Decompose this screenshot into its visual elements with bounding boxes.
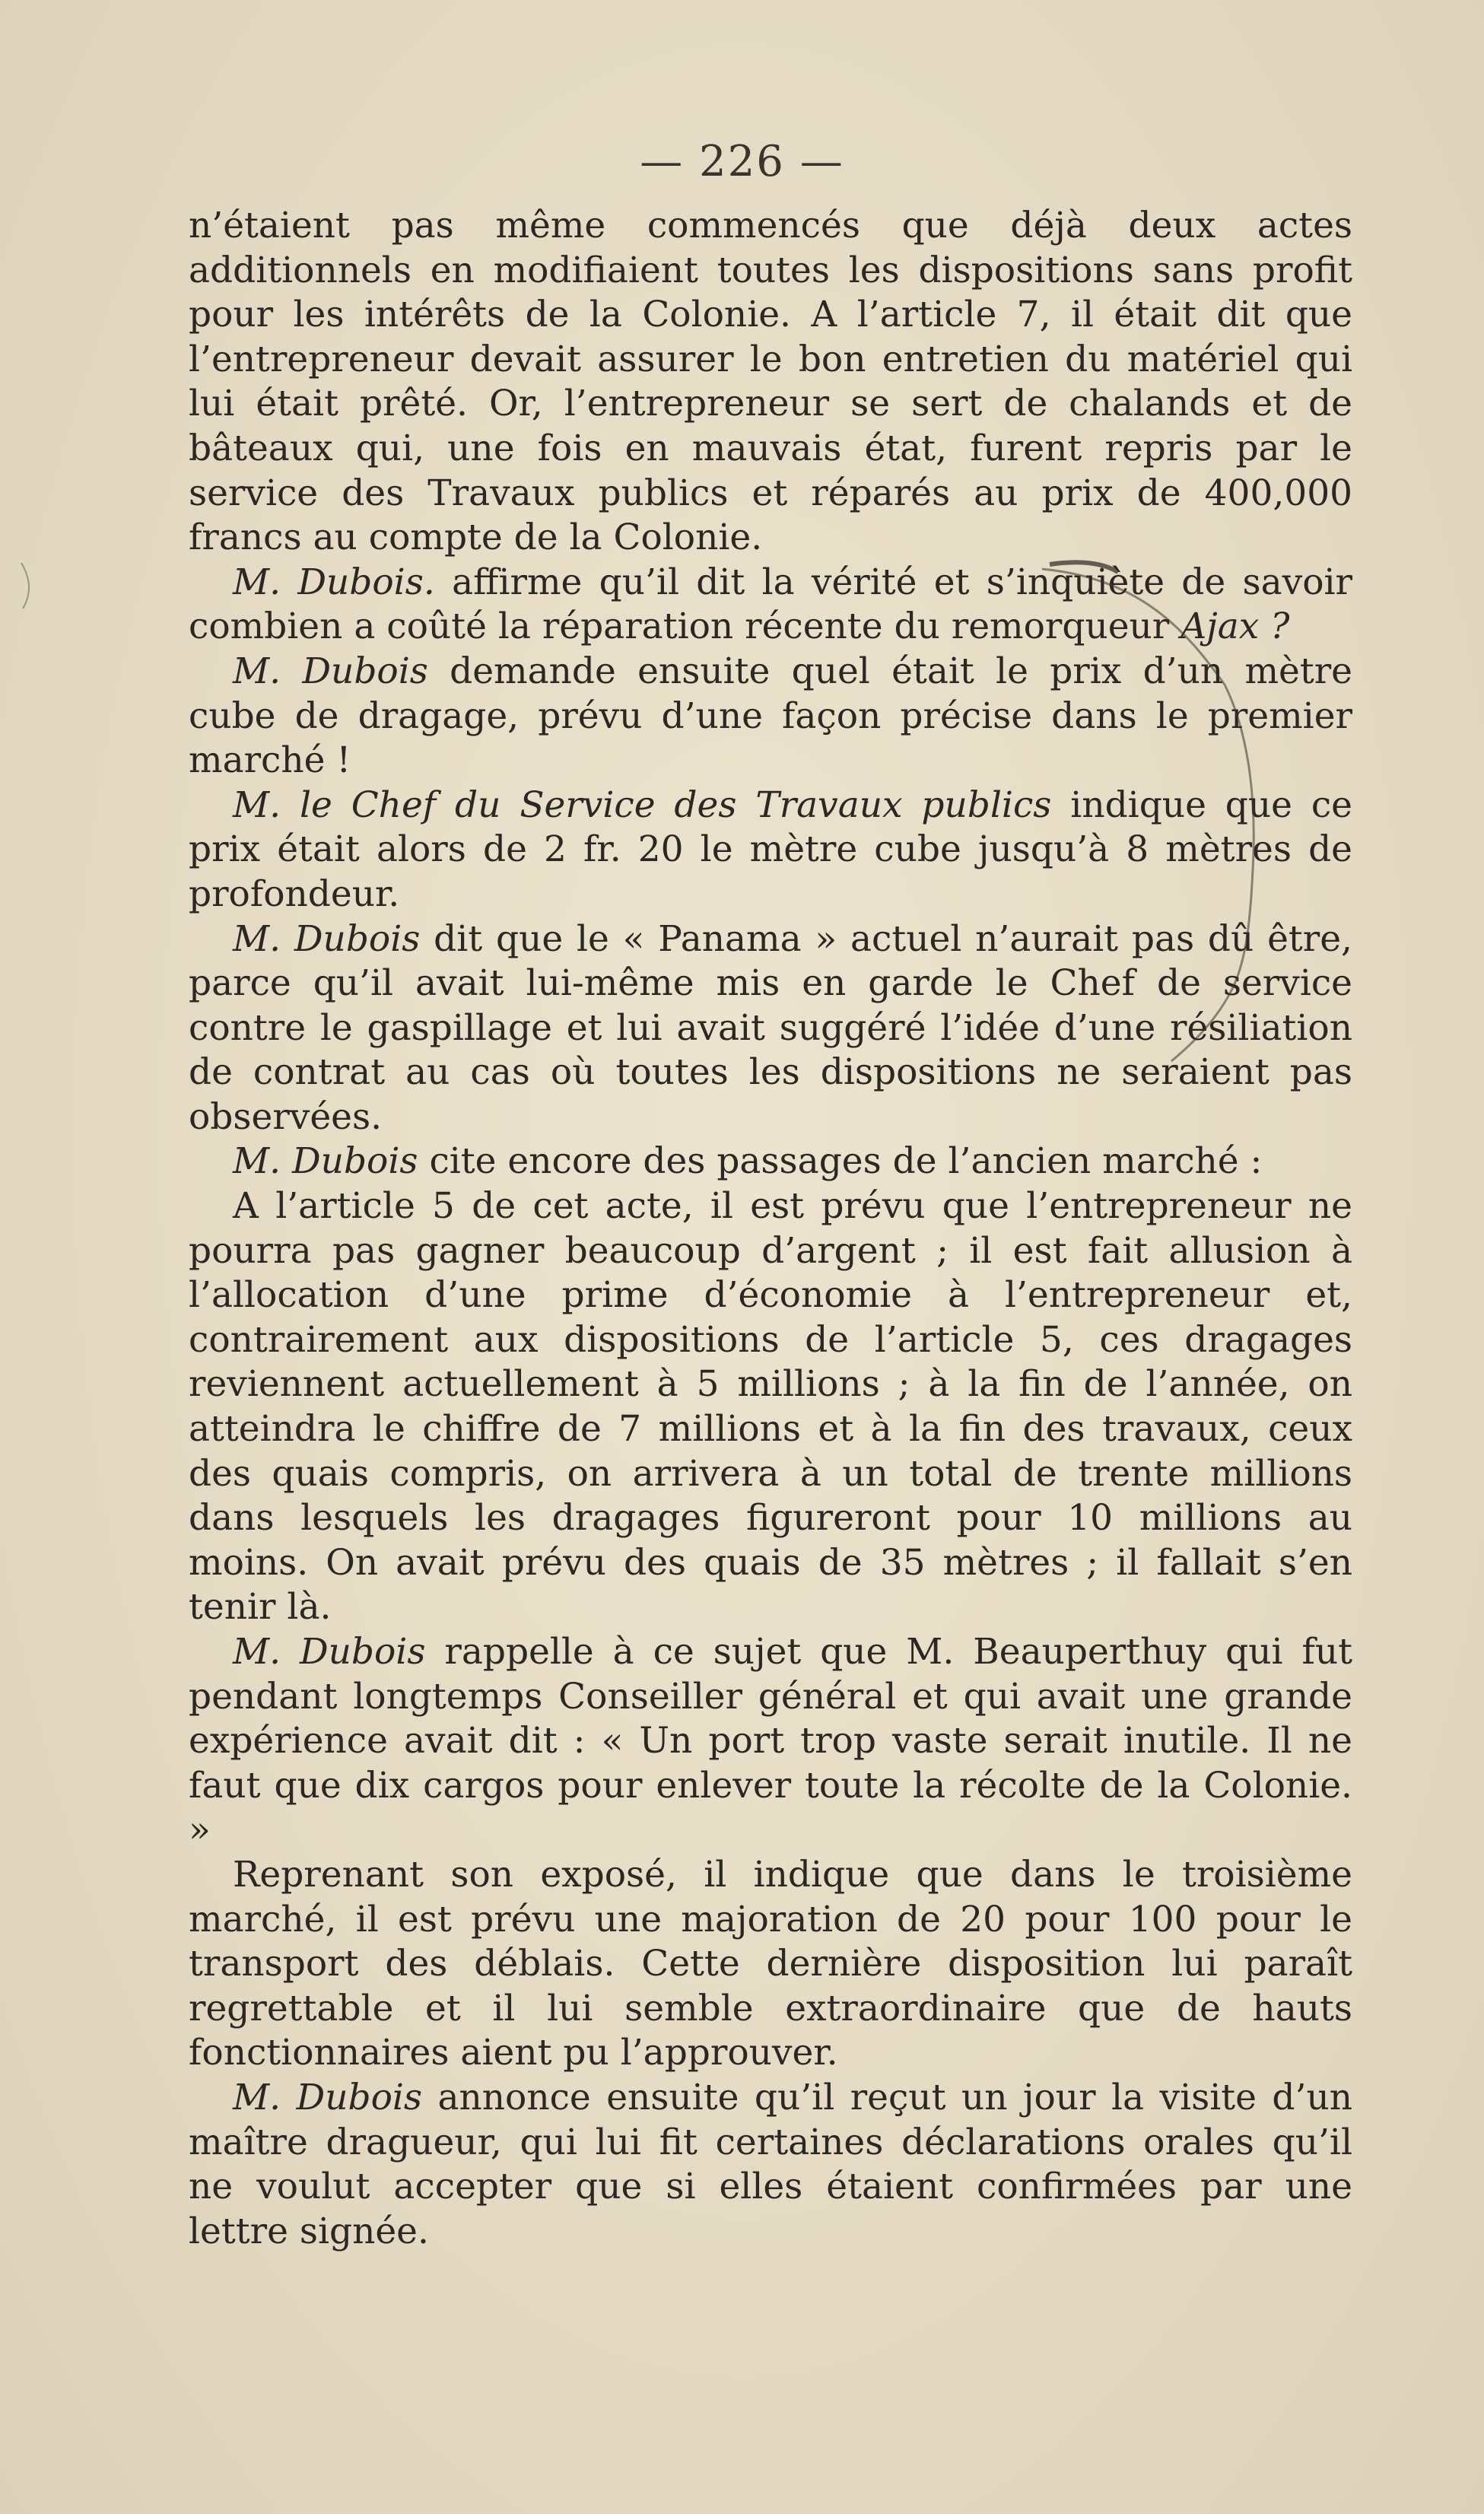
- paragraph-text: indique que ce prix était alors de 2 fr. 20 le mètre cube jusqu’à 8 mètres de profondeur.: [189, 783, 1352, 915]
- paragraph-6: [189, 1139, 1352, 1184]
- paragraph-text: demande ensuite quel était le prix d’un mètre cube de dragage, prévu d’une façon précise dans le premier marché !: [189, 650, 1352, 782]
- paragraph-5: [189, 917, 1352, 1140]
- paragraph-2: [189, 561, 1352, 650]
- speaker-name: M. Dubois: [233, 2076, 423, 2118]
- paragraph-text: cite encore des passages de l’ancien marché :: [418, 1140, 1263, 1183]
- paragraph-1: [189, 204, 1352, 561]
- paragraph-text: affirme qu’il dit la vérité et s’inquiète de savoir combien a coûté la réparation récente du remorqueur: [189, 561, 1352, 648]
- paragraph-text: rappelle à ce sujet que M. Beauperthuy qui fut pendant longtemps Conseiller général et qui avait une grande expérience avait dit : « Un port trop vaste serait inutile. Il ne faut que dix cargos pour enlever toute la récolte de la Colonie. »: [189, 1631, 1352, 1851]
- paragraph-8: [189, 1630, 1352, 1853]
- paragraph-4: [189, 783, 1352, 917]
- page-number: — 226 —: [640, 137, 844, 186]
- paragraph-7: [189, 1184, 1352, 1630]
- paragraph-3: [189, 650, 1352, 783]
- paragraph-text: dit que le « Panama » actuel n’aurait pas dû être, parce qu’il avait lui-même mis en garde le Chef de service contre le gaspillage et lui avait suggéré l’idée d’une résiliation de contrat au cas où toutes les dispositions ne seraient pas observées.: [189, 917, 1352, 1138]
- ship-name: Ajax ?: [1181, 605, 1290, 648]
- margin-bracket-mark: [21, 563, 29, 609]
- paragraph-10: [189, 2076, 1352, 2254]
- paragraph-text: A l’article 5 de cet acte, il est prévu que l’entrepreneur ne pourra pas gagner beaucoup d’argent ; il est fait allusion à l’allocation d’une prime d’économie à l’entrepreneur et, contrairement aux dispositions de l’article 5, ces dragages reviennent actuellement à 5 millions ; à la fin de l’année, on atteindra le chiffre de 7 millions et à la fin des travaux, ceux des quais compris, on arrivera à un total de trente millions dans lesquels les dragages figureront pour 10 millions au moins. On avait prévu des quais de 35 mètres ; il fallait s’en tenir là.: [189, 1185, 1352, 1629]
- paragraph-9: [189, 1853, 1352, 2076]
- speaker-name: M. Dubois: [233, 1631, 426, 1673]
- paragraph-text: annonce ensuite qu’il reçut un jour la visite d’un maître dragueur, qui lui fit certaines déclarations orales qu’il ne voulut accepter que si elles étaient confirmées par une lettre signée.: [189, 2076, 1352, 2252]
- paragraph-text: Reprenant son exposé, il indique que dans le troisième marché, il est prévu une majoration de 20 pour 100 pour le transport des déblais. Cette dernière disposition lui paraît regrettable et il lui semble extraordinaire que de hauts fonctionnaires aient pu l’approuver.: [189, 1853, 1352, 2074]
- speaker-name: M. Dubois: [233, 917, 421, 960]
- speaker-name: M. Dubois: [233, 650, 428, 692]
- speaker-name: M. Dubois.: [233, 561, 435, 603]
- speaker-name: M. le Chef du Service des Travaux publics: [233, 783, 1052, 826]
- body-text: [189, 204, 1352, 2254]
- speaker-name: M. Dubois: [233, 1140, 418, 1183]
- paragraph-text: n’étaient pas même commencés que déjà deux actes additionnels en modifiaient toutes les dispositions sans profit pour les intérêts de la Colonie. A l’article 7, il était dit que l’entrepreneur devait assurer le bon entretien du matériel qui lui était prêté. Or, l’entrepreneur se sert de chalands et de bâteaux qui, une fois en mauvais état, furent repris par le service des Travaux publics et réparés au prix de 400,000 francs au compte de la Colonie.: [189, 205, 1352, 559]
